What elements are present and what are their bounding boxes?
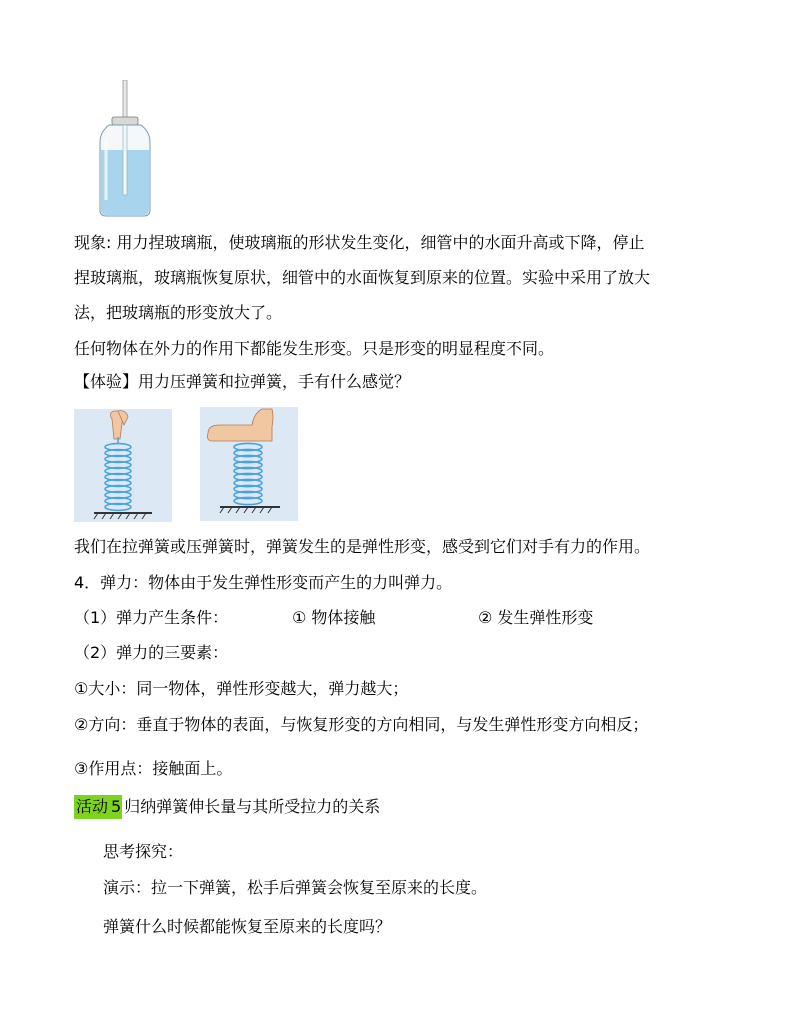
activity-label: 活动 <box>74 795 110 819</box>
text-line: ②方向：垂直于物体的表面，与恢复形变的方向相同，与发生弹性形变方向相反； <box>74 715 649 734</box>
spring-press-illustration <box>200 407 298 521</box>
text-line: ③作用点：接触面上。 <box>74 759 233 778</box>
text-line: 现象: 用力捏玻璃瓶，使玻璃瓶的形状发生变化，细管中的水面升高或下降，停止 <box>74 233 645 252</box>
text-line: 【体验】用力压弹簧和拉弹簧，手有什么感觉？ <box>74 372 411 391</box>
text-line: 演示：拉一下弹簧，松手后弹簧会恢复至原来的长度。 <box>103 878 488 897</box>
text-line: ② 发生弹性形变 <box>478 608 594 627</box>
bottle-illustration <box>96 80 154 220</box>
text-line: 弹簧什么时候都能恢复至原来的长度吗？ <box>103 917 392 936</box>
activity-number: 5 <box>110 795 122 819</box>
activity-heading <box>74 797 380 817</box>
text-line: （2）弹力的三要素： <box>74 643 229 662</box>
text-line: 我们在拉弹簧或压弹簧时，弹簧发生的是弹性形变，感受到它们对手有力的作用。 <box>74 537 651 556</box>
text-line: ① 物体接触 <box>292 608 376 627</box>
text-line: 法，把玻璃瓶的形变放大了。 <box>74 303 283 322</box>
text-line: 思考探究： <box>103 842 184 861</box>
text-line: 任何物体在外力的作用下都能发生形变。只是形变的明显程度不同。 <box>74 339 555 358</box>
spring-pull-illustration <box>74 409 172 522</box>
text-line: （1）弹力产生条件： <box>74 608 229 627</box>
text-line: 捏玻璃瓶，玻璃瓶恢复原状，细管中的水面恢复到原来的位置。实验中采用了放大 <box>74 268 651 287</box>
activity-title: 归纳弹簧伸长量与其所受拉力的关系 <box>124 797 381 816</box>
text-line: 4．弹力：物体由于发生弹性形变而产生的力叫弹力。 <box>74 573 453 592</box>
text-line: ①大小：同一物体，弹性形变越大，弹力越大； <box>74 679 409 698</box>
